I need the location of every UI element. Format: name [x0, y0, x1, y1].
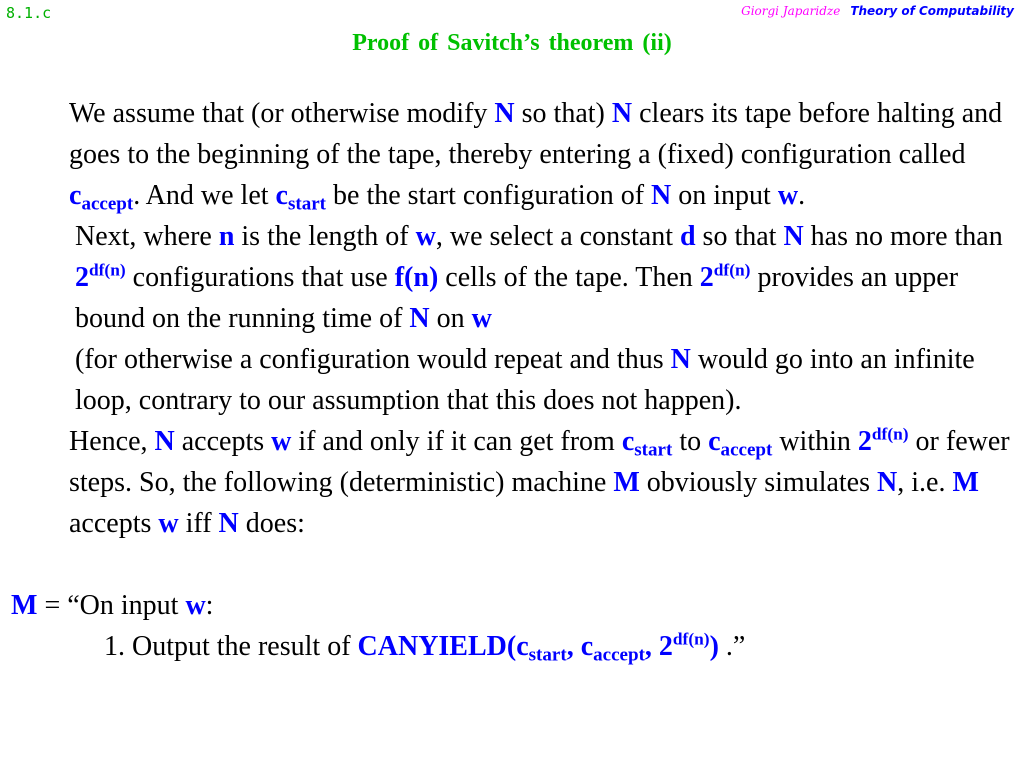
- machine-definition: [11, 585, 1011, 626]
- exponent-df-n: df(n): [713, 260, 751, 280]
- text: is the length of: [234, 221, 416, 252]
- symbol-M: M: [11, 590, 38, 621]
- text: :: [205, 590, 214, 621]
- text: .”: [718, 631, 746, 662]
- text: accepts: [174, 426, 272, 457]
- expression-2-df-n: [858, 426, 909, 457]
- symbol-w: w: [777, 180, 799, 211]
- symbol-M: M: [613, 467, 640, 498]
- text: so that): [514, 98, 612, 129]
- author-name: Giorgi Japaridze: [741, 4, 841, 18]
- text: We assume that (or otherwise modify: [69, 98, 495, 129]
- base-2: 2: [699, 262, 714, 293]
- subscript-accept: accept: [593, 644, 645, 666]
- text: configurations that use: [125, 262, 395, 293]
- paragraph-simulation: [11, 421, 1011, 544]
- symbol-c-start: [275, 180, 327, 215]
- text: obviously simulates: [639, 467, 878, 498]
- expression-2-df-n: [75, 262, 126, 293]
- text: cells of the tape. Then: [438, 262, 700, 293]
- text: on: [429, 303, 472, 334]
- expression-f-n: f(n): [394, 262, 439, 293]
- text: .: [798, 180, 806, 211]
- slide-body: [11, 93, 1011, 667]
- text: (for otherwise a configuration would repeat and thus: [75, 344, 671, 375]
- canyield-arg-sep: , 2: [644, 631, 673, 662]
- symbol-w: w: [185, 590, 206, 621]
- text: within: [772, 426, 858, 457]
- text: or fewer steps. So, the following (deterministic) machine: [69, 426, 1010, 498]
- canyield-open: CANYIELD(c: [357, 631, 529, 662]
- text: accepts: [69, 508, 159, 539]
- symbol-N: N: [877, 467, 898, 498]
- text: Hence,: [69, 426, 155, 457]
- paragraph-assumption: [11, 93, 1011, 216]
- canyield-call: [357, 629, 719, 666]
- text: would go into an infinite loop, contrary to our assumption that this does not happen).: [75, 344, 975, 416]
- exponent-df-n: df(n): [672, 629, 710, 649]
- base-2: 2: [75, 262, 89, 293]
- text: , i.e.: [897, 467, 953, 498]
- paragraph-bound: [11, 216, 1011, 421]
- text: be the start configuration of: [326, 180, 652, 211]
- text: , we select a constant: [435, 221, 680, 252]
- text: iff: [178, 508, 219, 539]
- symbol-N: N: [218, 508, 239, 539]
- text: = “On input: [37, 590, 186, 621]
- text: 1. Output the result of: [104, 631, 358, 662]
- symbol-c: c: [621, 426, 635, 457]
- text: . And we let: [133, 180, 276, 211]
- exponent-df-n: df(n): [871, 424, 909, 444]
- canyield-close: ): [709, 631, 719, 662]
- subscript-start: start: [287, 193, 327, 215]
- machine-step-1: [11, 626, 1011, 667]
- text: so that: [695, 221, 784, 252]
- symbol-d: d: [679, 221, 696, 252]
- symbol-n: n: [218, 221, 235, 252]
- symbol-w: w: [415, 221, 436, 252]
- subscript-start: start: [528, 644, 567, 666]
- text: does:: [238, 508, 305, 539]
- symbol-c: c: [708, 426, 721, 457]
- base-2: 2: [857, 426, 872, 457]
- canyield-arg-sep: , c: [566, 631, 594, 662]
- text: Next, where: [75, 221, 219, 252]
- slide-title: Proof of Savitch’s theorem (ii): [352, 30, 672, 56]
- text: to: [672, 426, 709, 457]
- symbol-c: c: [275, 180, 288, 211]
- text: has no more than: [803, 221, 1003, 252]
- symbol-N: N: [409, 303, 430, 334]
- course-name: Theory of Computability: [850, 4, 1014, 18]
- symbol-M: M: [952, 467, 979, 498]
- text: on input: [671, 180, 778, 211]
- symbol-N: N: [494, 98, 515, 129]
- symbol-c: c: [69, 180, 82, 211]
- symbol-N: N: [670, 344, 691, 375]
- symbol-w: w: [471, 303, 492, 334]
- symbol-w: w: [271, 426, 292, 457]
- subscript-accept: accept: [81, 193, 134, 215]
- header-credits: [741, 4, 1014, 19]
- symbol-N: N: [783, 221, 804, 252]
- symbol-c-accept: [69, 180, 134, 215]
- text: if and only if it can get from: [291, 426, 622, 457]
- text: clears its tape before halting and goes to the beginning of the tape, thereby entering a (fixed) configuration called: [69, 98, 1003, 170]
- symbol-N: N: [651, 180, 672, 211]
- text: provides an upper bound on the running time of: [75, 262, 959, 334]
- symbol-c-accept: [708, 426, 773, 461]
- exponent-df-n: df(n): [89, 260, 126, 280]
- symbol-N: N: [154, 426, 175, 457]
- slide-number: 8.1.c: [6, 4, 52, 22]
- spacer: [11, 544, 1011, 585]
- subscript-accept: accept: [720, 439, 773, 461]
- expression-2-df-n: [700, 262, 751, 293]
- subscript-start: start: [634, 439, 673, 461]
- symbol-w: w: [158, 508, 179, 539]
- symbol-N: N: [611, 98, 633, 129]
- symbol-c-start: [621, 426, 673, 461]
